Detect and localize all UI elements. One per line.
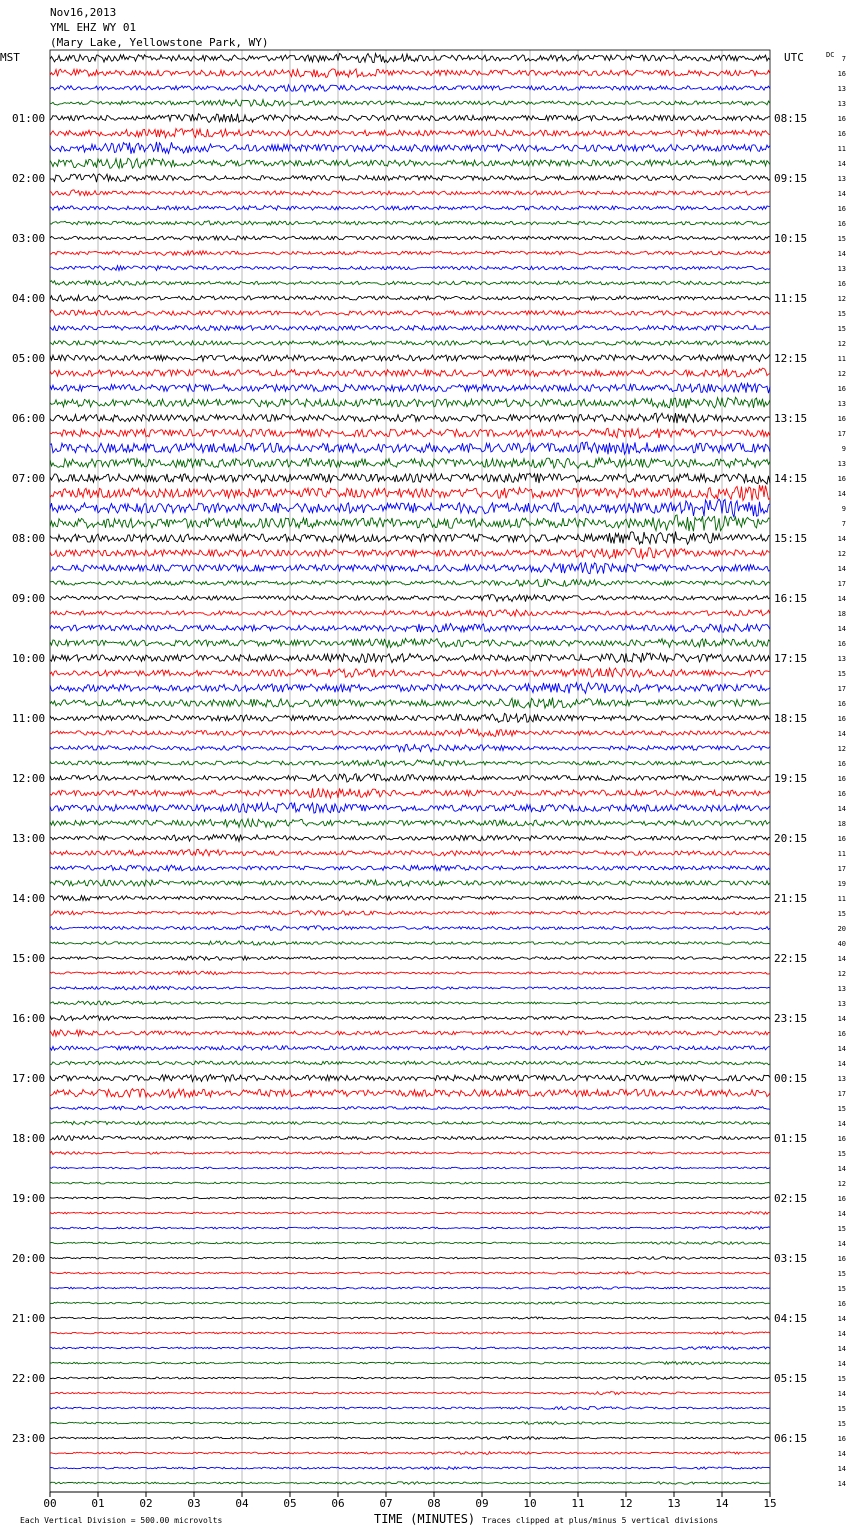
- seismic-trace: [50, 788, 770, 798]
- dc-offset-label: 15: [837, 1225, 846, 1233]
- seismic-trace: [50, 579, 770, 586]
- mst-hour-label: 22:00: [12, 1372, 46, 1385]
- utc-axis-label: UTC: [784, 51, 804, 64]
- mst-hour-label: 15:00: [12, 952, 46, 965]
- seismic-trace: [50, 850, 770, 856]
- dc-offset-label: 16: [837, 790, 846, 798]
- dc-offset-label: 13: [837, 985, 846, 993]
- dc-offset-label: 19: [837, 880, 846, 888]
- seismic-trace: [50, 1136, 770, 1141]
- dc-offset-label: 40: [837, 940, 846, 948]
- dc-offset-label: 15: [837, 1375, 846, 1383]
- mst-hour-label: 23:00: [12, 1432, 46, 1445]
- seismic-trace: [50, 803, 770, 814]
- time-tick-label: 00: [43, 1497, 57, 1510]
- seismic-trace: [50, 266, 770, 271]
- time-tick-label: 13: [667, 1497, 681, 1510]
- seismic-trace: [50, 1272, 770, 1275]
- dc-offset-label: 15: [837, 1405, 846, 1413]
- seismic-trace: [50, 1347, 770, 1350]
- dc-offset-label: 13: [837, 400, 846, 408]
- dc-offset-label: 16: [837, 1195, 846, 1203]
- seismic-trace: [50, 85, 770, 92]
- dc-offset-label: 17: [837, 1090, 846, 1098]
- dc-offset-label: 14: [837, 1240, 846, 1248]
- seismic-trace: [50, 1407, 770, 1410]
- seismic-trace: [50, 548, 770, 559]
- time-tick-label: 14: [715, 1497, 729, 1510]
- dc-offset-label: 7: [841, 520, 846, 528]
- dc-offset-label: 14: [837, 1480, 846, 1488]
- dc-offset-label: 14: [837, 535, 846, 543]
- dc-offset-label: 17: [837, 580, 846, 588]
- seismic-trace: [50, 354, 770, 361]
- seismic-trace: [50, 1332, 770, 1335]
- dc-offset-label: 14: [837, 1120, 846, 1128]
- seismic-trace: [50, 1015, 770, 1020]
- dc-offset-label: 16: [837, 715, 846, 723]
- mst-axis-label: MST: [0, 51, 20, 64]
- seismic-trace: [50, 683, 770, 694]
- mst-hour-label: 17:00: [12, 1072, 46, 1085]
- dc-offset-label: 16: [837, 1255, 846, 1263]
- dc-offset-label: 16: [837, 130, 846, 138]
- dc-offset-label: 16: [837, 475, 846, 483]
- dc-offset-label: 15: [837, 310, 846, 318]
- seismic-trace: [50, 100, 770, 107]
- seismic-trace: [50, 774, 770, 782]
- seismic-trace: [50, 835, 770, 842]
- seismic-trace: [50, 1061, 770, 1065]
- seismic-trace: [50, 624, 770, 633]
- dc-offset-label: 14: [837, 1315, 846, 1323]
- seismic-trace: [50, 1302, 770, 1304]
- time-tick-label: 11: [571, 1497, 585, 1510]
- dc-offset-label: 14: [837, 160, 846, 168]
- dc-offset-label: 16: [837, 205, 846, 213]
- dc-offset-label: 17: [837, 865, 846, 873]
- mst-hour-label: 08:00: [12, 532, 46, 545]
- utc-hour-label: 20:15: [774, 832, 808, 845]
- seismic-trace: [50, 1392, 770, 1395]
- seismic-trace: [50, 190, 770, 196]
- dc-column-label: DC: [826, 51, 835, 59]
- seismic-trace: [50, 251, 770, 256]
- seismic-trace: [50, 1482, 770, 1485]
- seismic-trace: [50, 1030, 770, 1036]
- seismic-trace: [50, 1001, 770, 1005]
- dc-offset-label: 18: [837, 610, 846, 618]
- utc-hour-label: 12:15: [774, 352, 808, 365]
- seismic-trace: [50, 485, 770, 501]
- dc-offset-label: 13: [837, 175, 846, 183]
- seismic-trace: [50, 1452, 770, 1455]
- mst-hour-label: 02:00: [12, 172, 46, 185]
- dc-offset-label: 14: [837, 805, 846, 813]
- seismic-trace: [50, 1242, 770, 1245]
- seismic-trace: [50, 442, 770, 454]
- dc-offset-label: 17: [837, 430, 846, 438]
- seismic-trace: [50, 221, 770, 225]
- dc-offset-label: 15: [837, 1105, 846, 1113]
- seismic-trace: [50, 368, 770, 377]
- dc-offset-label: 14: [837, 565, 846, 573]
- dc-offset-label: 14: [837, 1390, 846, 1398]
- dc-offset-label: 16: [837, 1435, 846, 1443]
- dc-offset-label: 12: [837, 370, 846, 378]
- dc-offset-label: 15: [837, 1285, 846, 1293]
- utc-hour-label: 10:15: [774, 232, 808, 245]
- dc-offset-label: 15: [837, 235, 846, 243]
- dc-offset-label: 16: [837, 1135, 846, 1143]
- utc-hour-label: 00:15: [774, 1072, 808, 1085]
- dc-offset-label: 16: [837, 640, 846, 648]
- mst-hour-label: 10:00: [12, 652, 46, 665]
- mst-hour-label: 03:00: [12, 232, 46, 245]
- seismic-trace: [50, 1167, 770, 1169]
- utc-hour-label: 05:15: [774, 1372, 808, 1385]
- mst-hour-label: 18:00: [12, 1132, 46, 1145]
- dc-offset-label: 14: [837, 595, 846, 603]
- seismic-trace: [50, 114, 770, 123]
- dc-offset-label: 11: [837, 850, 846, 858]
- seismic-trace: [50, 1046, 770, 1051]
- seismic-trace: [50, 54, 770, 63]
- dc-offset-label: 14: [837, 190, 846, 198]
- seismic-trace: [50, 668, 770, 677]
- time-tick-label: 05: [283, 1497, 297, 1510]
- seismic-trace: [50, 280, 770, 285]
- seismic-traces: [50, 54, 770, 1485]
- mst-hour-label: 05:00: [12, 352, 46, 365]
- utc-hour-label: 16:15: [774, 592, 808, 605]
- dc-offset-label: 17: [837, 685, 846, 693]
- seismic-trace: [50, 926, 770, 931]
- seismic-trace: [50, 971, 770, 975]
- seismic-trace: [50, 458, 770, 469]
- seismic-trace: [50, 986, 770, 990]
- clipping-note: Traces clipped at plus/minus 5 vertical divisions: [482, 1516, 719, 1525]
- dc-offset-label: 12: [837, 295, 846, 303]
- seismic-trace: [50, 158, 770, 168]
- utc-hour-label: 13:15: [774, 412, 808, 425]
- seismic-trace: [50, 206, 770, 211]
- seismic-trace: [50, 295, 770, 301]
- seismic-trace: [50, 1121, 770, 1125]
- dc-offset-label: 11: [837, 355, 846, 363]
- utc-hour-label: 23:15: [774, 1012, 808, 1025]
- seismic-trace: [50, 428, 770, 438]
- time-tick-label: 07: [379, 1497, 393, 1510]
- dc-offset-label: 12: [837, 970, 846, 978]
- dc-offset-label: 16: [837, 835, 846, 843]
- mst-hour-label: 13:00: [12, 832, 46, 845]
- time-tick-label: 12: [619, 1497, 633, 1510]
- seismic-trace: [50, 1106, 770, 1110]
- seismic-trace: [50, 1227, 770, 1230]
- seismic-trace: [50, 174, 770, 182]
- time-tick-label: 06: [331, 1497, 345, 1510]
- dc-offset-label: 16: [837, 70, 846, 78]
- station-title: YML EHZ WY 01: [50, 21, 137, 34]
- seismic-trace: [50, 236, 770, 240]
- mst-hour-label: 21:00: [12, 1312, 46, 1325]
- mst-hour-label: 20:00: [12, 1252, 46, 1265]
- dc-offset-label: 16: [837, 700, 846, 708]
- utc-hour-label: 19:15: [774, 772, 808, 785]
- time-tick-label: 09: [475, 1497, 489, 1510]
- dc-offset-label: 15: [837, 325, 846, 333]
- dc-offset-label: 14: [837, 1210, 846, 1218]
- dc-offset-label: 14: [837, 1045, 846, 1053]
- dc-offset-label: 15: [837, 1270, 846, 1278]
- dc-offset-label: 14: [837, 1360, 846, 1368]
- seismic-trace: [50, 819, 770, 827]
- seismic-trace: [50, 1257, 770, 1260]
- seismic-trace: [50, 1437, 770, 1440]
- mst-hour-labels: [12, 112, 45, 1445]
- dc-offset-label: 14: [837, 1015, 846, 1023]
- seismic-trace: [50, 341, 770, 345]
- dc-offset-label: 16: [837, 280, 846, 288]
- utc-hour-label: 14:15: [774, 472, 808, 485]
- seismic-trace: [50, 69, 770, 78]
- dc-offset-labels: [838, 55, 846, 1488]
- mst-hour-label: 16:00: [12, 1012, 46, 1025]
- time-tick-label: 08: [427, 1497, 441, 1510]
- dc-offset-label: 14: [837, 1465, 846, 1473]
- utc-hour-label: 21:15: [774, 892, 808, 905]
- seismic-trace: [50, 1362, 770, 1365]
- dc-offset-label: 16: [837, 1300, 846, 1308]
- utc-hour-label: 03:15: [774, 1252, 808, 1265]
- seismic-trace: [50, 729, 770, 737]
- scale-note: Each Vertical Division = 500.00 microvolts: [20, 1516, 223, 1525]
- dc-offset-label: 14: [837, 1330, 846, 1338]
- time-tick-label: 04: [235, 1497, 249, 1510]
- seismic-trace: [50, 142, 770, 154]
- dc-offset-label: 9: [841, 505, 846, 513]
- dc-offset-label: 12: [837, 550, 846, 558]
- utc-hour-label: 17:15: [774, 652, 808, 665]
- seismic-trace: [50, 610, 770, 617]
- dc-offset-label: 16: [837, 385, 846, 393]
- mst-hour-label: 14:00: [12, 892, 46, 905]
- seismic-trace: [50, 129, 770, 138]
- seismic-trace: [50, 1377, 770, 1380]
- dc-offset-label: 14: [837, 1165, 846, 1173]
- dc-offset-label: 14: [837, 1345, 846, 1353]
- seismic-trace: [50, 562, 770, 573]
- seismic-trace: [50, 499, 770, 517]
- seismic-trace: [50, 956, 770, 960]
- time-tick-label: 03: [187, 1497, 201, 1510]
- time-tick-label: 10: [523, 1497, 537, 1510]
- seismic-trace: [50, 1152, 770, 1155]
- utc-hour-labels: [774, 112, 807, 1445]
- mst-hour-label: 07:00: [12, 472, 46, 485]
- seismic-trace: [50, 1317, 770, 1319]
- dc-offset-label: 16: [837, 220, 846, 228]
- dc-offset-label: 16: [837, 415, 846, 423]
- dc-offset-label: 15: [837, 1420, 846, 1428]
- dc-offset-label: 14: [837, 1450, 846, 1458]
- dc-offset-label: 14: [837, 625, 846, 633]
- dc-offset-label: 11: [837, 895, 846, 903]
- dc-offset-label: 13: [837, 265, 846, 273]
- seismic-trace: [50, 1089, 770, 1098]
- time-axis: [43, 1492, 776, 1510]
- mst-hour-label: 09:00: [12, 592, 46, 605]
- seismic-trace: [50, 1467, 770, 1470]
- dc-offset-label: 16: [837, 775, 846, 783]
- utc-hour-label: 02:15: [774, 1192, 808, 1205]
- seismic-trace: [50, 1075, 770, 1082]
- mst-hour-label: 06:00: [12, 412, 46, 425]
- dc-offset-label: 15: [837, 1150, 846, 1158]
- utc-hour-label: 22:15: [774, 952, 808, 965]
- seismic-trace: [50, 941, 770, 945]
- seismic-trace: [50, 397, 770, 408]
- dc-offset-label: 9: [841, 445, 846, 453]
- dc-offset-label: 14: [837, 1060, 846, 1068]
- seismic-trace: [50, 413, 770, 423]
- mst-hour-label: 11:00: [12, 712, 46, 725]
- utc-hour-label: 01:15: [774, 1132, 808, 1145]
- seismic-trace: [50, 653, 770, 663]
- seismic-trace: [50, 1422, 770, 1425]
- seismic-trace: [50, 310, 770, 316]
- dc-offset-label: 14: [837, 730, 846, 738]
- seismic-trace: [50, 880, 770, 886]
- seismic-trace: [50, 896, 770, 901]
- seismic-trace: [50, 638, 770, 647]
- dc-offset-label: 14: [837, 490, 846, 498]
- dc-offset-label: 13: [837, 100, 846, 108]
- mst-hour-label: 19:00: [12, 1192, 46, 1205]
- dc-offset-label: 13: [837, 655, 846, 663]
- dc-offset-label: 20: [837, 925, 846, 933]
- mst-hour-label: 04:00: [12, 292, 46, 305]
- seismic-trace: [50, 1182, 770, 1184]
- dc-offset-label: 12: [837, 340, 846, 348]
- seismic-trace: [50, 865, 770, 871]
- dc-offset-label: 18: [837, 820, 846, 828]
- utc-hour-label: 09:15: [774, 172, 808, 185]
- dc-offset-label: 15: [837, 670, 846, 678]
- seismic-trace: [50, 326, 770, 331]
- dc-offset-label: 13: [837, 1075, 846, 1083]
- seismic-trace: [50, 1287, 770, 1289]
- dc-offset-label: 16: [837, 760, 846, 768]
- utc-hour-label: 04:15: [774, 1312, 808, 1325]
- time-axis-title: TIME (MINUTES): [374, 1512, 476, 1526]
- seismic-trace: [50, 911, 770, 916]
- time-tick-label: 01: [91, 1497, 105, 1510]
- dc-offset-label: 7: [841, 55, 846, 63]
- seismic-trace: [50, 698, 770, 709]
- dc-offset-label: 11: [837, 145, 846, 153]
- time-tick-label: 02: [139, 1497, 153, 1510]
- time-tick-label: 15: [763, 1497, 777, 1510]
- dc-offset-label: 16: [837, 1030, 846, 1038]
- seismic-trace: [50, 760, 770, 766]
- seismic-trace: [50, 383, 770, 393]
- utc-hour-label: 15:15: [774, 532, 808, 545]
- dc-offset-label: 12: [837, 745, 846, 753]
- utc-hour-label: 18:15: [774, 712, 808, 725]
- date-title: Nov16,2013: [50, 6, 117, 19]
- seismic-trace: [50, 1212, 770, 1215]
- dc-offset-label: 16: [837, 115, 846, 123]
- seismic-trace: [50, 713, 770, 722]
- seismic-trace: [50, 532, 770, 545]
- seismic-trace: [50, 1197, 770, 1199]
- utc-hour-label: 11:15: [774, 292, 808, 305]
- seismic-trace: [50, 595, 770, 602]
- dc-offset-label: 13: [837, 85, 846, 93]
- location-title: (Mary Lake, Yellowstone Park, WY): [50, 36, 269, 49]
- utc-hour-label: 06:15: [774, 1432, 808, 1445]
- mst-hour-label: 01:00: [12, 112, 46, 125]
- seismic-trace: [50, 515, 770, 531]
- seismic-trace: [50, 473, 770, 484]
- dc-offset-label: 12: [837, 1180, 846, 1188]
- seismic-trace: [50, 744, 770, 751]
- dc-offset-label: 13: [837, 1000, 846, 1008]
- dc-offset-label: 14: [837, 955, 846, 963]
- dc-offset-label: 15: [837, 910, 846, 918]
- dc-offset-label: 14: [837, 250, 846, 258]
- mst-hour-label: 12:00: [12, 772, 46, 785]
- utc-hour-label: 08:15: [774, 112, 808, 125]
- dc-offset-label: 13: [837, 460, 846, 468]
